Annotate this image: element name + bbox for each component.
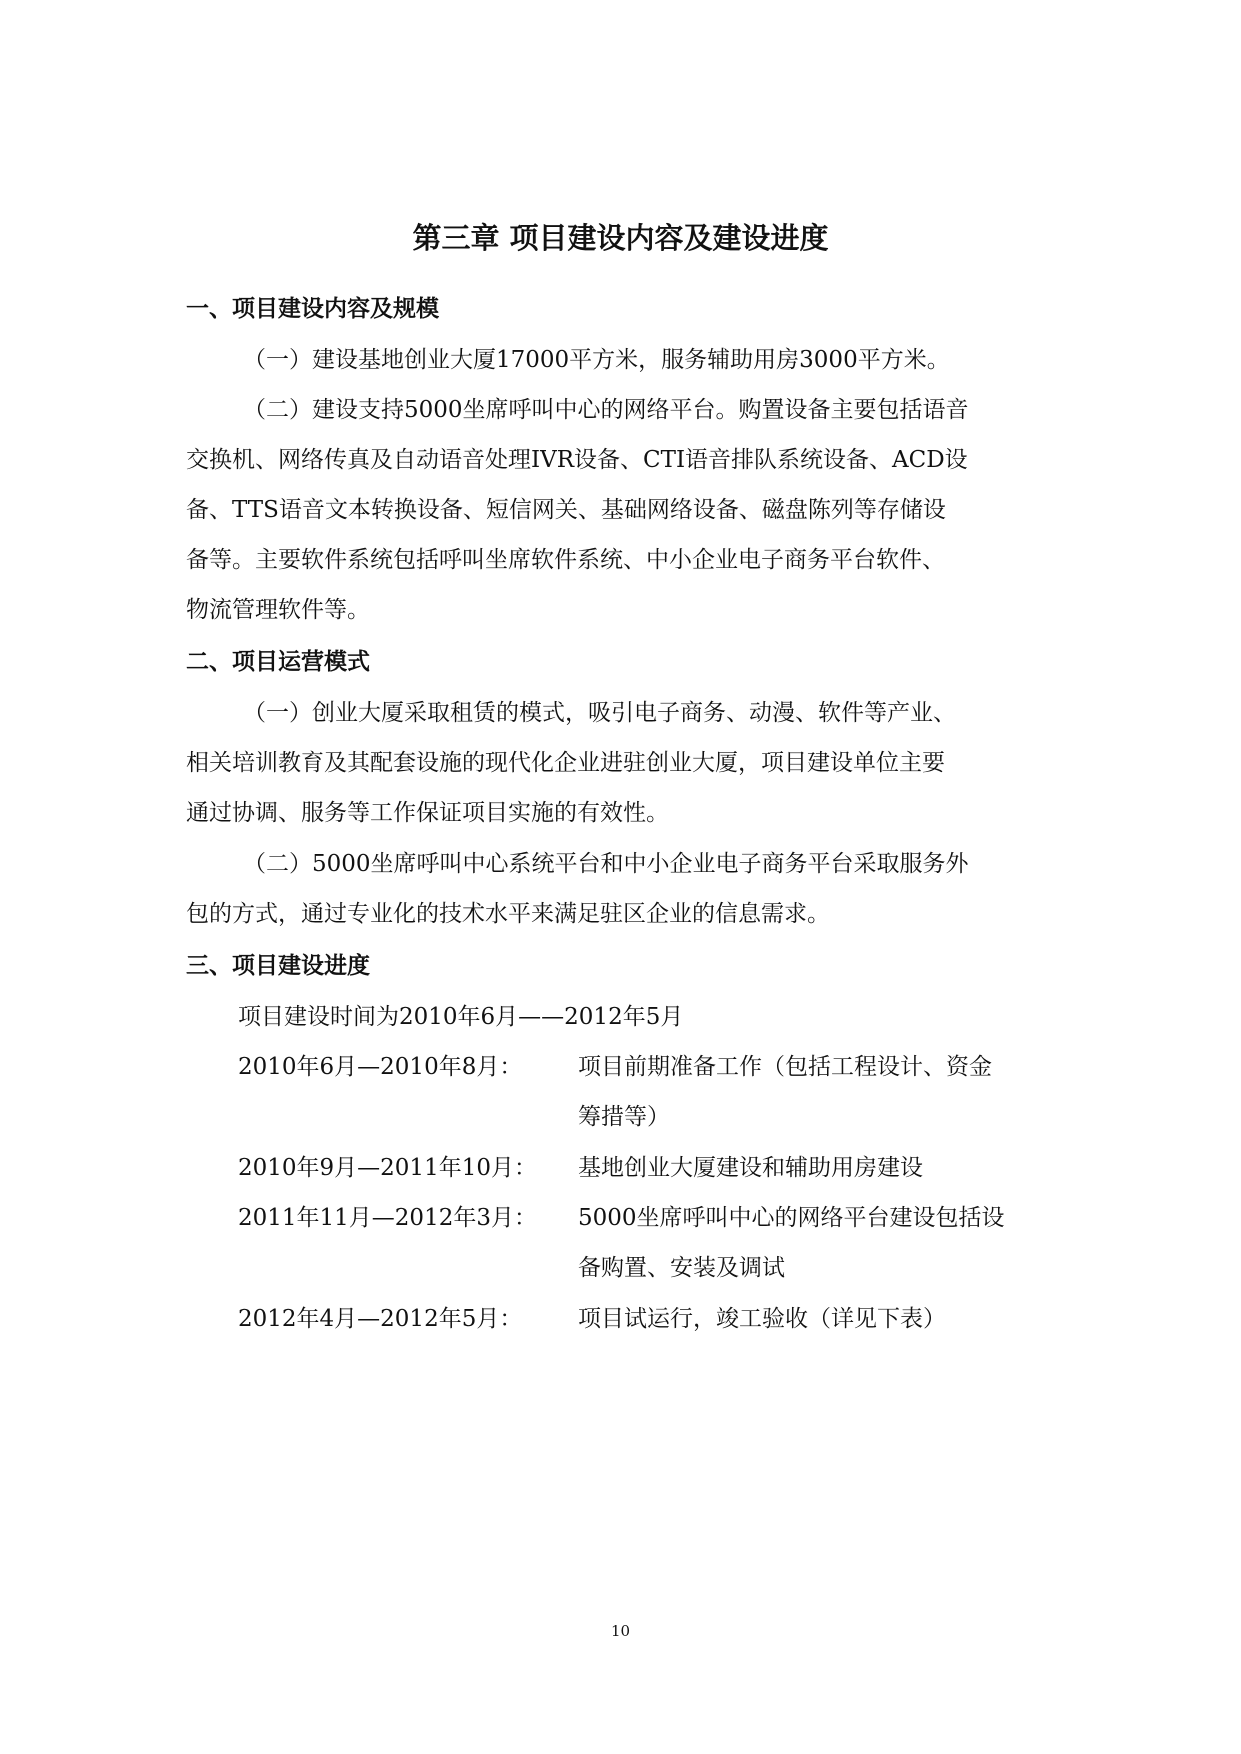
schedule-task: 5000坐席呼叫中心的网络平台建设包括设 — [578, 1205, 1005, 1231]
section-heading-2: 二、项目运营模式 — [186, 649, 370, 675]
schedule-intro: 项目建设时间为2010年6月——2012年5月 — [238, 1004, 684, 1030]
chapter-title: 第三章 项目建设内容及建设进度 — [412, 221, 829, 255]
paragraph-line: （二）建设支持5000坐席呼叫中心的网络平台。购置设备主要包括语音 — [243, 397, 969, 423]
paragraph-line: 物流管理软件等。 — [186, 597, 370, 623]
schedule-period: 2010年6月—2010年8月： — [238, 1054, 523, 1080]
schedule-task-continued: 备购置、安装及调试 — [578, 1255, 785, 1281]
section-heading-1: 一、项目建设内容及规模 — [186, 296, 439, 322]
section-heading-3: 三、项目建设进度 — [186, 953, 370, 979]
paragraph-line: 通过协调、服务等工作保证项目实施的有效性。 — [186, 800, 669, 826]
paragraph-line: 相关培训教育及其配套设施的现代化企业进驻创业大厦，项目建设单位主要 — [186, 750, 945, 776]
paragraph-line: （二）5000坐席呼叫中心系统平台和中小企业电子商务平台采取服务外 — [243, 851, 969, 877]
schedule-task: 项目前期准备工作（包括工程设计、资金 — [578, 1054, 992, 1080]
paragraph-line: 交换机、网络传真及自动语音处理IVR设备、CTI语音排队系统设备、ACD设 — [186, 447, 968, 473]
paragraph-line: （一）建设基地创业大厦17000平方米，服务辅助用房3000平方米。 — [243, 347, 950, 373]
schedule-task-continued: 筹措等） — [578, 1104, 670, 1130]
schedule-task: 基地创业大厦建设和辅助用房建设 — [578, 1155, 923, 1181]
paragraph-line: （一）创业大厦采取租赁的模式，吸引电子商务、动漫、软件等产业、 — [243, 700, 956, 726]
page-number: 10 — [610, 1622, 631, 1640]
paragraph-line: 备、TTS语音文本转换设备、短信网关、基础网络设备、磁盘陈列等存储设 — [186, 497, 946, 523]
paragraph-line: 备等。主要软件系统包括呼叫坐席软件系统、中小企业电子商务平台软件、 — [186, 547, 945, 573]
schedule-period: 2012年4月—2012年5月： — [238, 1306, 523, 1332]
paragraph-line: 包的方式，通过专业化的技术水平来满足驻区企业的信息需求。 — [186, 901, 830, 927]
schedule-period: 2010年9月—2011年10月： — [238, 1155, 537, 1181]
schedule-period: 2011年11月—2012年3月： — [238, 1205, 537, 1231]
schedule-task: 项目试运行，竣工验收（详见下表） — [578, 1306, 946, 1332]
